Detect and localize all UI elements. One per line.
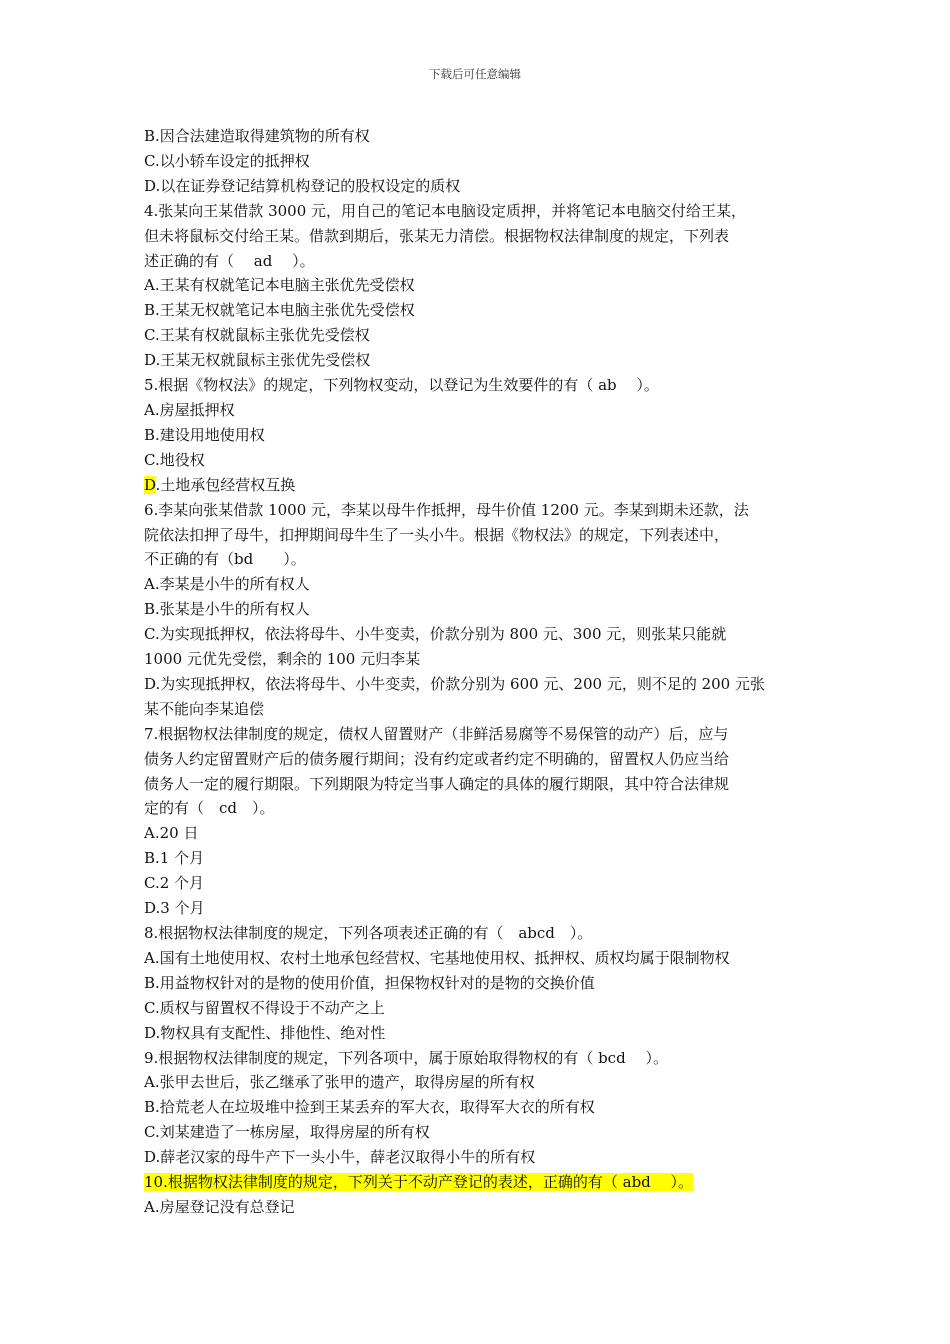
- text-line: D.以在证券登记结算机构登记的股权设定的质权: [144, 176, 461, 195]
- text-line: D.物权具有支配性、排他性、绝对性: [144, 1023, 386, 1042]
- text-line: D.为实现抵押权，依法将母牛、小牛变卖，价款分别为 600 元、200 元，则不足的 200 元张: [144, 674, 765, 693]
- text-line: 院依法扣押了母牛，扣押期间母牛生了一头小牛。根据《物权法》的规定，下列表述中，: [144, 525, 730, 544]
- text-line: A.房屋登记没有总登记: [144, 1197, 295, 1216]
- text-line: 债务人约定留置财产后的债务履行期间；没有约定或者约定不明确的，留置权人仍应当给: [144, 749, 730, 768]
- text-line: 但未将鼠标交付给王某。借款到期后，张某无力清偿。根据物权法律制度的规定，下列表: [144, 226, 730, 245]
- text-line: 7.根据物权法律制度的规定，债权人留置财产（非鲜活易腐等不易保管的动产）后，应与: [144, 724, 729, 743]
- text-line: 8.根据物权法律制度的规定，下列各项表述正确的有（ abcd ）。: [144, 924, 593, 942]
- text-line: A.张甲去世后，张乙继承了张甲的遗产，取得房屋的所有权: [144, 1073, 535, 1092]
- text-line: 6.李某向张某借款 1000 元，李某以母牛作抵押，母牛价值 1200 元。李某到期未还款，法: [144, 500, 749, 519]
- text-line: 不正确的有（bd ）。: [144, 550, 306, 569]
- text-line: 9.根据物权法律制度的规定，下列各项中，属于原始取得物权的有（ bcd ）。: [144, 1048, 668, 1067]
- text-line: 1000 元优先受偿，剩余的 100 元归李某: [144, 650, 421, 669]
- text-line: D.3 个月: [144, 899, 205, 918]
- text-line: 述正确的有（ ad ）。: [144, 251, 315, 270]
- page-header: 下载后可任意编辑: [429, 67, 521, 81]
- text-line: C.刘某建造了一栋房屋，取得房屋的所有权: [144, 1123, 430, 1142]
- text-line: A.国有土地使用权、农村土地承包经营权、宅基地使用权、抵押权、质权均属于限制物权: [144, 948, 730, 967]
- text-line: C.质权与留置权不得设于不动产之上: [144, 998, 385, 1017]
- text-line: A.房屋抵押权: [144, 400, 235, 419]
- text-line: C.以小轿车设定的抵押权: [144, 151, 310, 170]
- text-line: C.地役权: [144, 450, 205, 469]
- text-line: C.为实现抵押权，依法将母牛、小牛变卖，价款分别为 800 元、300 元，则张某只能就: [144, 625, 727, 644]
- text-line: [144, 1170, 808, 1195]
- text-line: B.拾荒老人在垃圾堆中捡到王某丢弃的军大衣，取得军大衣的所有权: [144, 1098, 595, 1117]
- text-line: 债务人一定的履行期限。下列期限为特定当事人确定的具体的履行期限，其中符合法律规: [144, 774, 730, 793]
- text-line: B.1 个月: [144, 849, 205, 868]
- text-line: A.王某有权就笔记本电脑主张优先受偿权: [144, 276, 415, 295]
- text-line: B.王某无权就笔记本电脑主张优先受偿权: [144, 301, 415, 320]
- text-line: A.20 日: [144, 824, 199, 843]
- line-text: .土地承包经营权互换: [155, 475, 296, 494]
- text-line: B.张某是小牛的所有权人: [144, 600, 310, 619]
- text-line: B.用益物权针对的是物的使用价值，担保物权针对的是物的交换价值: [144, 973, 595, 992]
- text-line: 5.根据《物权法》的规定，下列物权变动，以登记为生效要件的有（ ab ）。: [144, 376, 659, 395]
- text-line: D.薛老汉家的母牛产下一头小牛，薛老汉取得小牛的所有权: [144, 1148, 536, 1167]
- text-line: A.李某是小牛的所有权人: [144, 575, 310, 594]
- text-line: 某不能向李某追偿: [144, 699, 265, 718]
- text-line: B.建设用地使用权: [144, 425, 265, 444]
- text-line: D.王某无权就鼠标主张优先受偿权: [144, 351, 371, 370]
- text-line: 定的有（ cd ）。: [144, 799, 275, 818]
- text-line: [144, 473, 808, 498]
- highlighted-text: 10.根据物权法律制度的规定，下列关于不动产登记的表述，正确的有（ abd ）。: [144, 1173, 694, 1192]
- text-line: C.2 个月: [144, 874, 205, 893]
- document-body: [144, 124, 808, 1220]
- highlighted-letter: D: [144, 475, 156, 494]
- text-line: C.王某有权就鼠标主张优先受偿权: [144, 326, 370, 345]
- text-line: 4.张某向王某借款 3000 元，用自己的笔记本电脑设定质押，并将笔记本电脑交付给王某，: [144, 201, 747, 220]
- text-line: B.因合法建造取得建筑物的所有权: [144, 127, 370, 145]
